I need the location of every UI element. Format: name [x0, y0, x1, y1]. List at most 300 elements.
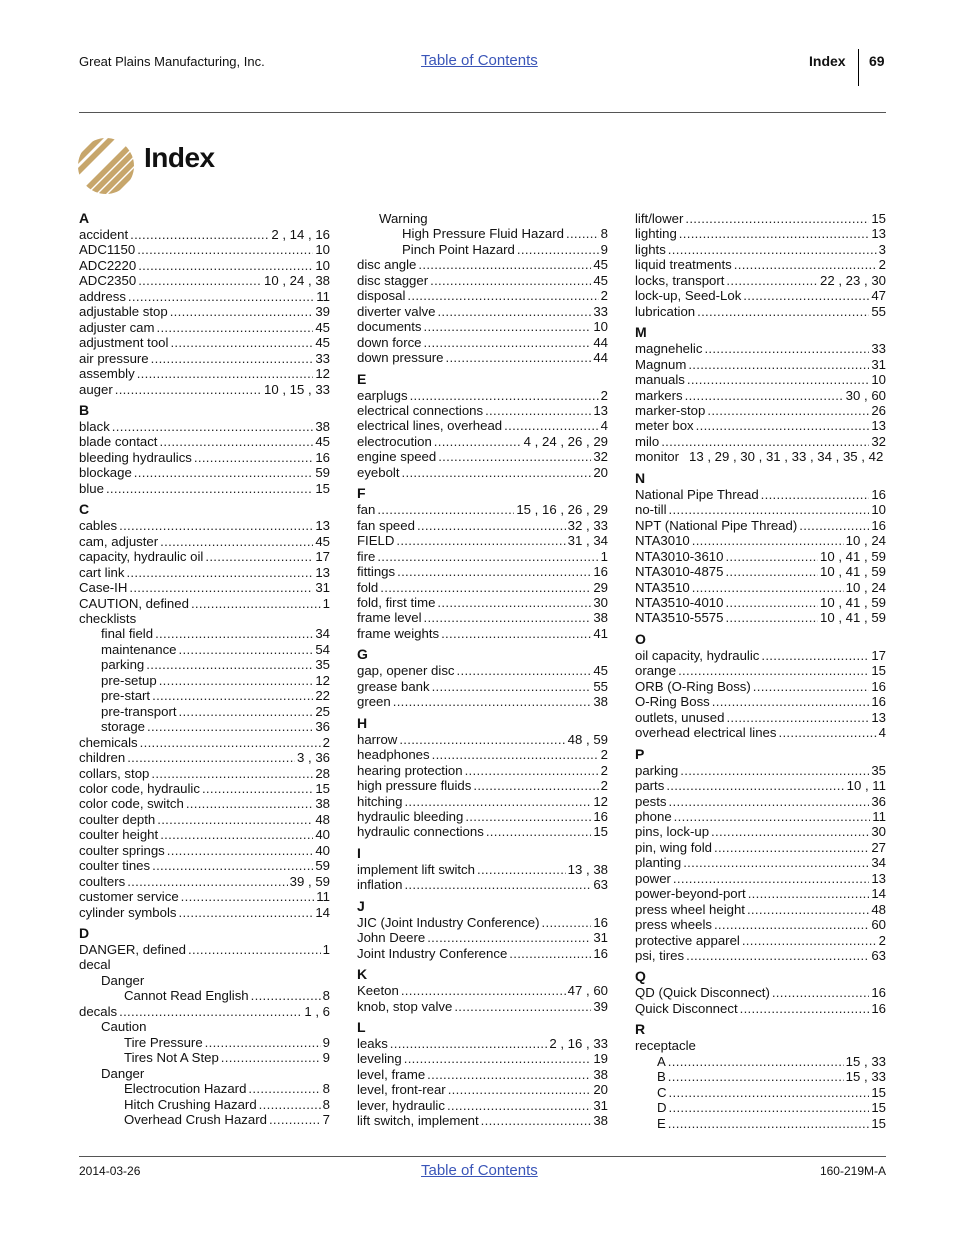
- table-of-contents-link-bottom[interactable]: Table of Contents: [421, 1162, 538, 1179]
- index-page-refs[interactable]: 17: [871, 647, 886, 663]
- index-page-refs[interactable]: 10: [593, 319, 608, 335]
- index-entry[interactable]: [79, 973, 330, 988]
- index-page-refs[interactable]: 36: [871, 793, 886, 809]
- index-page-refs[interactable]: 39: [315, 304, 330, 320]
- index-page-refs[interactable]: 20: [593, 464, 608, 480]
- index-entry[interactable]: [635, 418, 886, 433]
- index-page-refs[interactable]: 16: [871, 985, 886, 1001]
- index-page-refs[interactable]: 10 , 24: [845, 533, 886, 549]
- index-page-refs[interactable]: 2: [878, 257, 886, 273]
- index-entry[interactable]: [79, 611, 330, 626]
- index-page-refs[interactable]: 45: [315, 319, 330, 335]
- index-page-refs[interactable]: 15: [593, 824, 608, 840]
- index-page-refs[interactable]: 12: [315, 366, 330, 382]
- index-page-refs[interactable]: 31: [593, 1097, 608, 1113]
- index-entry[interactable]: [79, 642, 330, 657]
- index-entry[interactable]: [357, 449, 608, 464]
- index-entry[interactable]: [79, 858, 330, 873]
- index-entry[interactable]: [635, 985, 886, 1000]
- index-entry[interactable]: [357, 983, 608, 998]
- index-entry[interactable]: [357, 732, 608, 747]
- index-page-refs[interactable]: 15: [871, 1100, 886, 1116]
- index-page-refs[interactable]: 34: [315, 626, 330, 642]
- index-page-refs[interactable]: 14: [315, 904, 330, 920]
- index-page-refs[interactable]: 15: [315, 480, 330, 496]
- index-page-refs[interactable]: 32: [871, 433, 886, 449]
- index-page-refs[interactable]: 13 , 38: [567, 861, 608, 877]
- index-page-refs[interactable]: 10 , 41 , 59: [820, 594, 886, 610]
- index-page-refs[interactable]: 38: [315, 418, 330, 434]
- index-page-refs[interactable]: 13 , 29 , 30 , 31 , 33 , 34 , 35 , 42: [688, 449, 884, 465]
- index-page-refs[interactable]: 48: [315, 811, 330, 827]
- index-entry[interactable]: [79, 781, 330, 796]
- index-entry[interactable]: [357, 595, 608, 610]
- index-entry[interactable]: [635, 1054, 886, 1069]
- index-entry[interactable]: [635, 502, 886, 517]
- index-entry[interactable]: [79, 957, 330, 972]
- index-page-refs[interactable]: 48: [871, 901, 886, 917]
- index-entry[interactable]: [79, 335, 330, 350]
- index-page-refs[interactable]: 10 , 41 , 59: [820, 610, 886, 626]
- index-entry[interactable]: [79, 227, 330, 242]
- index-entry[interactable]: [357, 273, 608, 288]
- index-entry[interactable]: [635, 648, 886, 663]
- index-entry[interactable]: [79, 434, 330, 449]
- index-page-refs[interactable]: 16: [871, 1000, 886, 1016]
- index-page-refs[interactable]: 30: [871, 824, 886, 840]
- index-page-refs[interactable]: 2 , 16 , 33: [549, 1036, 608, 1052]
- index-entry[interactable]: [79, 351, 330, 366]
- index-entry[interactable]: [357, 418, 608, 433]
- index-entry[interactable]: [357, 257, 608, 272]
- index-page-refs[interactable]: 31: [593, 930, 608, 946]
- index-page-refs[interactable]: 2: [600, 762, 608, 778]
- index-page-refs[interactable]: 10 , 41 , 59: [820, 564, 886, 580]
- index-page-refs[interactable]: 12: [593, 793, 608, 809]
- index-page-refs[interactable]: 1: [600, 548, 608, 564]
- index-page-refs[interactable]: 7: [322, 1112, 330, 1128]
- index-page-refs[interactable]: 13: [871, 418, 886, 434]
- index-entry[interactable]: [635, 211, 886, 226]
- index-page-refs[interactable]: 4: [600, 418, 608, 434]
- index-page-refs[interactable]: 40: [315, 827, 330, 843]
- index-entry[interactable]: [357, 763, 608, 778]
- index-entry[interactable]: [79, 766, 330, 781]
- index-page-refs[interactable]: 11: [316, 889, 330, 905]
- index-entry[interactable]: [635, 763, 886, 778]
- index-page-refs[interactable]: 33: [593, 303, 608, 319]
- index-page-refs[interactable]: 27: [871, 839, 886, 855]
- index-page-refs[interactable]: 38: [593, 610, 608, 626]
- index-page-refs[interactable]: 17: [315, 549, 330, 565]
- index-page-refs[interactable]: 12: [315, 672, 330, 688]
- index-page-refs[interactable]: 40: [315, 842, 330, 858]
- index-entry[interactable]: [357, 794, 608, 809]
- index-entry[interactable]: [79, 626, 330, 641]
- index-entry[interactable]: [79, 673, 330, 688]
- index-entry[interactable]: [635, 449, 886, 464]
- index-entry[interactable]: [79, 735, 330, 750]
- index-entry[interactable]: [635, 533, 886, 548]
- index-entry[interactable]: [357, 242, 608, 257]
- index-entry[interactable]: [635, 778, 886, 793]
- index-entry[interactable]: [79, 419, 330, 434]
- index-entry[interactable]: [635, 403, 886, 418]
- index-entry[interactable]: [79, 1066, 330, 1081]
- index-entry[interactable]: [79, 450, 330, 465]
- index-entry[interactable]: [635, 1038, 886, 1053]
- index-page-refs[interactable]: 9: [322, 1050, 330, 1066]
- index-entry[interactable]: [635, 341, 886, 356]
- index-page-refs[interactable]: 45: [593, 663, 608, 679]
- index-page-refs[interactable]: 10: [871, 372, 886, 388]
- index-entry[interactable]: [357, 502, 608, 517]
- index-page-refs[interactable]: 13: [315, 518, 330, 534]
- index-page-refs[interactable]: 33: [315, 350, 330, 366]
- index-page-refs[interactable]: 8: [600, 226, 608, 242]
- index-entry[interactable]: [79, 481, 330, 496]
- index-entry[interactable]: [635, 948, 886, 963]
- index-entry[interactable]: [357, 999, 608, 1014]
- index-page-refs[interactable]: 15: [871, 1115, 886, 1131]
- index-entry[interactable]: [357, 350, 608, 365]
- index-page-refs[interactable]: 20: [593, 1082, 608, 1098]
- index-page-refs[interactable]: 16: [593, 808, 608, 824]
- index-page-refs[interactable]: 55: [593, 678, 608, 694]
- index-page-refs[interactable]: 36: [315, 719, 330, 735]
- index-entry[interactable]: [79, 1097, 330, 1112]
- index-page-refs[interactable]: 45: [593, 257, 608, 273]
- index-page-refs[interactable]: 11: [872, 808, 886, 824]
- index-page-refs[interactable]: 10: [315, 242, 330, 258]
- index-entry[interactable]: [635, 549, 886, 564]
- index-page-refs[interactable]: 13: [871, 226, 886, 242]
- index-page-refs[interactable]: 16: [593, 564, 608, 580]
- index-page-refs[interactable]: 45: [315, 533, 330, 549]
- index-entry[interactable]: [79, 704, 330, 719]
- index-entry[interactable]: [357, 946, 608, 961]
- index-page-refs[interactable]: 2 , 14 , 16: [271, 227, 330, 242]
- index-page-refs[interactable]: 15 , 16 , 26 , 29: [516, 502, 608, 518]
- index-page-refs[interactable]: 16: [593, 945, 608, 961]
- index-entry[interactable]: [79, 273, 330, 288]
- index-page-refs[interactable]: 25: [315, 703, 330, 719]
- index-page-refs[interactable]: 10 , 15 , 33: [264, 381, 330, 397]
- index-page-refs[interactable]: 13: [593, 402, 608, 418]
- index-entry[interactable]: [357, 226, 608, 241]
- index-entry[interactable]: [635, 226, 886, 241]
- index-page-refs[interactable]: 45: [315, 434, 330, 450]
- index-entry[interactable]: [79, 874, 330, 889]
- index-page-refs[interactable]: 29: [593, 579, 608, 595]
- index-page-refs[interactable]: 39 , 59: [289, 873, 330, 889]
- index-page-refs[interactable]: 9: [322, 1034, 330, 1050]
- index-page-refs[interactable]: 44: [593, 334, 608, 350]
- index-entry[interactable]: [635, 273, 886, 288]
- index-entry[interactable]: [635, 487, 886, 502]
- index-entry[interactable]: [79, 827, 330, 842]
- index-entry[interactable]: [357, 778, 608, 793]
- index-entry[interactable]: [357, 862, 608, 877]
- index-page-refs[interactable]: 55: [871, 303, 886, 319]
- index-page-refs[interactable]: 16: [871, 694, 886, 710]
- index-entry[interactable]: [635, 794, 886, 809]
- index-entry[interactable]: [635, 809, 886, 824]
- index-entry[interactable]: [357, 549, 608, 564]
- index-entry[interactable]: [357, 1082, 608, 1097]
- index-page-refs[interactable]: 15: [871, 211, 886, 226]
- table-of-contents-link-top[interactable]: Table of Contents: [421, 52, 538, 69]
- index-entry[interactable]: [357, 663, 608, 678]
- index-entry[interactable]: [357, 564, 608, 579]
- index-entry[interactable]: [635, 580, 886, 595]
- index-entry[interactable]: [79, 942, 330, 957]
- index-entry[interactable]: [635, 855, 886, 870]
- index-entry[interactable]: [357, 1067, 608, 1082]
- index-page-refs[interactable]: 10 , 24: [845, 579, 886, 595]
- index-entry[interactable]: [357, 319, 608, 334]
- index-entry[interactable]: [79, 518, 330, 533]
- index-page-refs[interactable]: 11: [316, 288, 330, 304]
- index-entry[interactable]: [635, 1085, 886, 1100]
- index-entry[interactable]: [79, 549, 330, 564]
- index-page-refs[interactable]: 35: [871, 762, 886, 778]
- index-entry[interactable]: [357, 533, 608, 548]
- index-entry[interactable]: [79, 465, 330, 480]
- index-entry[interactable]: [79, 1035, 330, 1050]
- index-entry[interactable]: [357, 403, 608, 418]
- index-page-refs[interactable]: 10 , 24 , 38: [264, 273, 330, 289]
- index-entry[interactable]: [357, 679, 608, 694]
- index-page-refs[interactable]: 26: [871, 402, 886, 418]
- index-entry[interactable]: [635, 1116, 886, 1131]
- index-page-refs[interactable]: 22 , 23 , 30: [820, 272, 886, 288]
- index-entry[interactable]: [635, 824, 886, 839]
- index-page-refs[interactable]: 54: [315, 641, 330, 657]
- index-page-refs[interactable]: 41: [593, 625, 608, 641]
- index-entry[interactable]: [635, 933, 886, 948]
- index-entry[interactable]: [357, 580, 608, 595]
- index-entry[interactable]: [635, 564, 886, 579]
- index-page-refs[interactable]: 15: [871, 663, 886, 679]
- index-page-refs[interactable]: 8: [322, 1096, 330, 1112]
- index-page-refs[interactable]: 39: [593, 998, 608, 1014]
- index-page-refs[interactable]: 1: [322, 942, 330, 958]
- index-entry[interactable]: [79, 1050, 330, 1065]
- index-page-refs[interactable]: 15: [871, 1084, 886, 1100]
- index-entry[interactable]: [635, 840, 886, 855]
- index-entry[interactable]: [79, 258, 330, 273]
- index-page-refs[interactable]: 4 , 24 , 26 , 29: [523, 433, 608, 449]
- index-page-refs[interactable]: 10: [315, 257, 330, 273]
- index-entry[interactable]: [79, 304, 330, 319]
- index-page-refs[interactable]: 10: [871, 502, 886, 518]
- index-entry[interactable]: [79, 289, 330, 304]
- index-page-refs[interactable]: 8: [322, 988, 330, 1004]
- index-entry[interactable]: [635, 1069, 886, 1084]
- index-entry[interactable]: [357, 434, 608, 449]
- index-page-refs[interactable]: 13: [871, 709, 886, 725]
- index-entry[interactable]: [79, 889, 330, 904]
- index-page-refs[interactable]: 32: [593, 449, 608, 465]
- index-entry[interactable]: [79, 1019, 330, 1034]
- index-entry[interactable]: [357, 388, 608, 403]
- index-page-refs[interactable]: 4: [878, 725, 886, 741]
- index-page-refs[interactable]: 1: [322, 595, 330, 611]
- index-page-refs[interactable]: 45: [593, 272, 608, 288]
- index-entry[interactable]: [79, 719, 330, 734]
- index-page-refs[interactable]: 2: [878, 932, 886, 948]
- index-page-refs[interactable]: 31: [315, 580, 330, 596]
- index-entry[interactable]: [635, 1100, 886, 1115]
- index-entry[interactable]: [635, 610, 886, 625]
- index-entry[interactable]: [79, 382, 330, 397]
- index-entry[interactable]: [635, 434, 886, 449]
- index-page-refs[interactable]: 32 , 33: [567, 517, 608, 533]
- index-entry[interactable]: [635, 917, 886, 932]
- index-entry[interactable]: [79, 565, 330, 580]
- index-entry[interactable]: [635, 902, 886, 917]
- index-page-refs[interactable]: 31: [871, 356, 886, 372]
- index-page-refs[interactable]: 9: [600, 241, 608, 257]
- index-entry[interactable]: [79, 580, 330, 595]
- index-page-refs[interactable]: 15 , 33: [845, 1053, 886, 1069]
- index-page-refs[interactable]: 38: [593, 1113, 608, 1129]
- index-page-refs[interactable]: 2: [600, 288, 608, 304]
- index-page-refs[interactable]: 38: [593, 1066, 608, 1082]
- index-entry[interactable]: [635, 871, 886, 886]
- index-entry[interactable]: [635, 725, 886, 740]
- index-page-refs[interactable]: 16: [871, 678, 886, 694]
- index-entry[interactable]: [357, 915, 608, 930]
- index-page-refs[interactable]: 3 , 36: [297, 750, 330, 766]
- index-entry[interactable]: [635, 242, 886, 257]
- index-entry[interactable]: [79, 596, 330, 611]
- index-page-refs[interactable]: 38: [593, 694, 608, 710]
- index-page-refs[interactable]: 48 , 59: [567, 731, 608, 747]
- index-entry[interactable]: [357, 610, 608, 625]
- index-page-refs[interactable]: 31 , 34: [567, 533, 608, 549]
- index-page-refs[interactable]: 2: [600, 778, 608, 794]
- index-page-refs[interactable]: 13: [871, 870, 886, 886]
- index-page-refs[interactable]: 28: [315, 765, 330, 781]
- index-entry[interactable]: [79, 1112, 330, 1127]
- index-entry[interactable]: [79, 1004, 330, 1019]
- index-entry[interactable]: [79, 750, 330, 765]
- index-page-refs[interactable]: 2: [322, 734, 330, 750]
- index-entry[interactable]: [357, 877, 608, 892]
- index-page-refs[interactable]: 44: [593, 350, 608, 366]
- index-page-refs[interactable]: 30 , 60: [845, 387, 886, 403]
- index-page-refs[interactable]: 19: [593, 1051, 608, 1067]
- index-entry[interactable]: [635, 886, 886, 901]
- index-page-refs[interactable]: 59: [315, 858, 330, 874]
- index-entry[interactable]: [357, 694, 608, 709]
- index-entry[interactable]: [635, 388, 886, 403]
- index-page-refs[interactable]: 16: [871, 486, 886, 502]
- index-page-refs[interactable]: 33: [871, 341, 886, 357]
- index-page-refs[interactable]: 2: [600, 747, 608, 763]
- index-page-refs[interactable]: 15: [315, 780, 330, 796]
- index-page-refs[interactable]: 47 , 60: [567, 983, 608, 999]
- index-entry[interactable]: [635, 679, 886, 694]
- index-entry[interactable]: [357, 518, 608, 533]
- index-page-refs[interactable]: 10 , 11: [846, 778, 886, 794]
- index-entry[interactable]: [635, 663, 886, 678]
- index-page-refs[interactable]: 47: [871, 288, 886, 304]
- index-entry[interactable]: [357, 1051, 608, 1066]
- index-page-refs[interactable]: 14: [871, 886, 886, 902]
- index-entry[interactable]: [357, 288, 608, 303]
- index-entry[interactable]: [79, 796, 330, 811]
- index-page-refs[interactable]: 59: [315, 465, 330, 481]
- index-entry[interactable]: [635, 304, 886, 319]
- index-page-refs[interactable]: 45: [315, 335, 330, 351]
- index-entry[interactable]: [79, 657, 330, 672]
- index-page-refs[interactable]: 22: [315, 688, 330, 704]
- index-entry[interactable]: [79, 988, 330, 1003]
- index-entry[interactable]: [357, 824, 608, 839]
- index-entry[interactable]: [635, 372, 886, 387]
- index-entry[interactable]: [357, 626, 608, 641]
- index-page-refs[interactable]: 1 , 6: [304, 1003, 330, 1019]
- index-page-refs[interactable]: 63: [593, 877, 608, 893]
- index-page-refs[interactable]: 16: [871, 517, 886, 533]
- index-entry[interactable]: [635, 710, 886, 725]
- index-page-refs[interactable]: 60: [871, 917, 886, 933]
- index-entry[interactable]: [79, 534, 330, 549]
- index-entry[interactable]: [79, 905, 330, 920]
- index-page-refs[interactable]: 30: [593, 594, 608, 610]
- index-page-refs[interactable]: 34: [871, 855, 886, 871]
- index-page-refs[interactable]: 63: [871, 948, 886, 964]
- index-entry[interactable]: [635, 1001, 886, 1016]
- index-page-refs[interactable]: 13: [315, 564, 330, 580]
- index-entry[interactable]: [357, 930, 608, 945]
- index-entry[interactable]: [357, 747, 608, 762]
- index-page-refs[interactable]: 3: [878, 241, 886, 257]
- index-page-refs[interactable]: 2: [600, 387, 608, 403]
- index-page-refs[interactable]: 8: [322, 1081, 330, 1097]
- index-entry[interactable]: [79, 366, 330, 381]
- index-entry[interactable]: [635, 288, 886, 303]
- index-entry[interactable]: [357, 211, 608, 226]
- index-page-refs[interactable]: 35: [315, 657, 330, 673]
- index-page-refs[interactable]: 38: [315, 796, 330, 812]
- index-entry[interactable]: [357, 465, 608, 480]
- index-entry[interactable]: [635, 694, 886, 709]
- index-entry[interactable]: [79, 688, 330, 703]
- index-entry[interactable]: [635, 518, 886, 533]
- index-entry[interactable]: [635, 257, 886, 272]
- index-page-refs[interactable]: 16: [315, 449, 330, 465]
- index-entry[interactable]: [79, 1081, 330, 1096]
- index-entry[interactable]: [357, 809, 608, 824]
- index-entry[interactable]: [79, 242, 330, 257]
- index-entry[interactable]: [79, 320, 330, 335]
- index-entry[interactable]: [357, 335, 608, 350]
- index-entry[interactable]: [357, 1113, 608, 1128]
- index-page-refs[interactable]: 16: [593, 914, 608, 930]
- index-entry[interactable]: [635, 595, 886, 610]
- index-entry[interactable]: [357, 1036, 608, 1051]
- index-entry[interactable]: [357, 304, 608, 319]
- index-page-refs[interactable]: 10 , 41 , 59: [820, 548, 886, 564]
- index-entry[interactable]: [357, 1098, 608, 1113]
- index-entry[interactable]: [635, 357, 886, 372]
- index-entry[interactable]: [79, 812, 330, 827]
- index-page-refs[interactable]: 15 , 33: [845, 1069, 886, 1085]
